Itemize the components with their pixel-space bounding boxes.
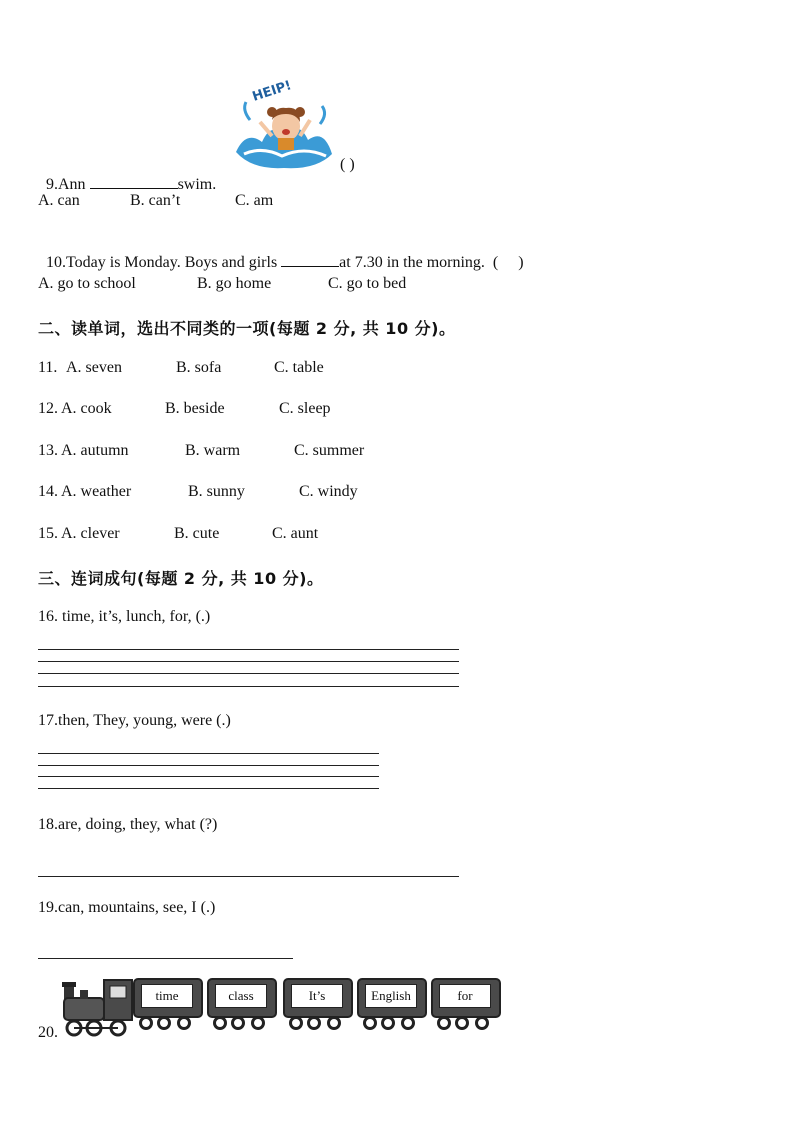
q11-option-a[interactable]: A. seven [66,359,122,376]
q10-option-b[interactable]: B. go home [197,275,272,292]
q16-writing-line[interactable] [38,686,459,687]
q17-prompt: 17.then, They, young, were (.) [38,712,231,729]
q10-suffix: at 7.30 in the morning. ( ) [339,254,524,271]
q17-writing-line[interactable] [38,765,379,766]
train-car-3[interactable] [283,978,353,1026]
q13-option-a[interactable]: A. autumn [61,442,129,459]
q17-writing-line[interactable] [38,753,379,754]
q10-option-c[interactable]: C. go to bed [328,275,407,292]
q15-option-b[interactable]: B. cute [174,525,220,542]
train-car-5[interactable] [431,978,501,1026]
q12-option-b[interactable]: B. beside [165,400,225,417]
q9-stem [38,156,216,194]
q9-answer-blank[interactable] [90,174,178,189]
q11-option-c[interactable]: C. table [274,359,324,376]
q12-option-c[interactable]: C. sleep [279,400,331,417]
section-2-title: 二、读单词，选出不同类的一项(每题 2 分, 共 10 分)。 [38,319,456,338]
help-illustration [232,80,336,172]
q13-number: 13. [38,442,58,459]
train-locomotive [60,976,134,1038]
train-car-word: class [215,984,267,1008]
q18-prompt: 18.are, doing, they, what (?) [38,816,218,833]
q9-option-a[interactable]: A. can [38,192,80,209]
q14-option-c[interactable]: C. windy [299,483,358,500]
train-car-word: English [365,984,417,1008]
train-car-word: for [439,984,491,1008]
q14-option-b[interactable]: B. sunny [188,483,245,500]
q20-number: 20. [38,1024,58,1041]
q19-prompt: 19.can, mountains, see, I (.) [38,899,216,916]
q16-writing-line[interactable] [38,673,459,674]
q9-answer-paren[interactable]: ( ) [340,156,355,173]
locomotive-icon [60,976,134,1038]
q13-option-c[interactable]: C. summer [294,442,365,459]
q16-writing-line[interactable] [38,661,459,662]
q18-answer-line[interactable] [38,876,459,877]
train-car-word: time [141,984,193,1008]
q10-stem [38,234,524,272]
q16-prompt: 16. time, it’s, lunch, for, (.) [38,608,211,625]
train-car-1[interactable] [133,978,203,1026]
train-car-4[interactable] [357,978,427,1026]
q15-option-c[interactable]: C. aunt [272,525,319,542]
q9-option-c[interactable]: C. am [235,192,274,209]
q17-writing-line[interactable] [38,776,379,777]
q9-suffix: swim. [177,176,217,193]
help-speech-text: HEIP! [250,78,294,105]
q11-option-b[interactable]: B. sofa [176,359,222,376]
q12-option-a[interactable]: A. cook [61,400,112,417]
train-car-word: It’s [291,984,343,1008]
q10-option-a[interactable]: A. go to school [38,275,136,292]
q11-number: 11. [38,359,62,376]
q15-option-a[interactable]: A. clever [61,525,120,542]
q10-prefix: 10.Today is Monday. Boys and girls [46,254,282,271]
q14-number: 14. [38,483,58,500]
q14-option-a[interactable]: A. weather [61,483,132,500]
q9-prefix: 9.Ann [46,176,90,193]
q13-option-b[interactable]: B. warm [185,442,241,459]
q15-number: 15. [38,525,58,542]
q9-option-b[interactable]: B. can’t [130,192,181,209]
section-3-title: 三、连词成句(每题 2 分, 共 10 分)。 [38,569,324,588]
q17-writing-line[interactable] [38,788,379,789]
q19-answer-line[interactable] [38,958,293,959]
q10-answer-blank[interactable] [281,252,339,267]
q16-writing-line[interactable] [38,649,459,650]
q12-number: 12. [38,400,58,417]
train-car-2[interactable] [207,978,277,1026]
